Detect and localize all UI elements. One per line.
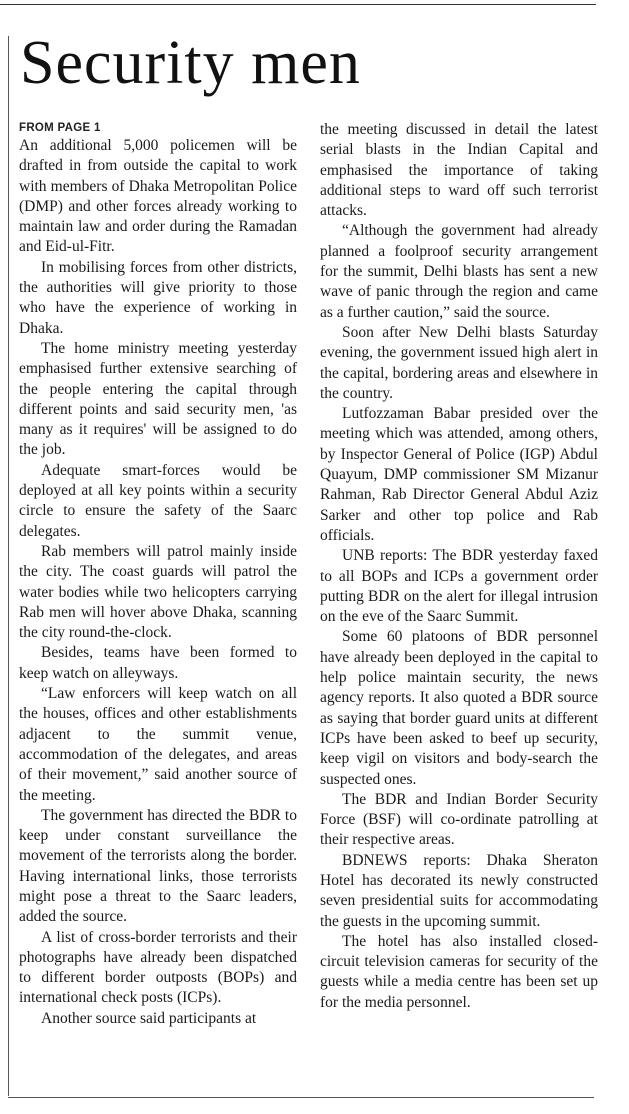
left-column <box>19 120 297 1029</box>
bottom-rule <box>8 1097 594 1098</box>
paragraph: The government has directed the BDR to keep under constant surveillance the movement of the terrorists along the border. Having international links, those terrorists might pose a threat to the Saarc leaders, added the source. <box>19 806 297 926</box>
paragraph: Soon after New Delhi blasts Saturday evening, the government issued high alert in the capital, bordering areas and elsewhere in the country. <box>320 323 598 402</box>
paragraph: The hotel has also installed closed-circuit television cameras for security of the guests while a media centre has been set up for the media personnel. <box>320 932 598 1011</box>
paragraph: Besides, teams have been formed to keep watch on alleyways. <box>19 644 297 682</box>
left-column-rule <box>8 36 9 1096</box>
paragraph: A list of cross-border terrorists and their photographs have already been dispatched to different border outposts (BOPs) and international check posts (ICPs). <box>19 928 297 1007</box>
paragraph: An additional 5,000 policemen will be drafted in from outside the capital to work with members of Dhaka Metropolitan Police (DMP) and other forces already working to maintain law and order during the Ramadan and Eid-ul-Fitr. <box>19 137 297 256</box>
paragraph: Lutfozzaman Babar presided over the meeting which was attended, among others, by Inspector General of Police (IGP) Abdul Quayum, DMP commissioner SM Mizanur Rahman, Rab Director General Abdul Aziz Sarker and other top police and Rab officials. <box>320 405 598 544</box>
paragraph: Adequate smart-forces would be deployed at all key points within a security circle to ensure the safety of the Saarc delegates. <box>19 461 297 540</box>
paragraph: “Law enforcers will keep watch on all the houses, offices and other establishments adjacent to the summit venue, accommodation of the delegates, and areas of their movement,” said another source of the meeting. <box>19 685 297 804</box>
paragraph: “Although the government had already planned a foolproof security arrangement for the summit, Delhi blasts has sent a new wave of panic through the region and came as a further caution,” said the source. <box>320 222 598 321</box>
paragraph: BDNEWS reports: Dhaka Sheraton Hotel has decorated its newly constructed seven presidential suits for accommodating the guests in the upcoming summit. <box>320 851 598 930</box>
paragraph: UNB reports: The BDR yesterday faxed to all BOPs and ICPs a government order putting BDR on the alert for illegal intrusion on the eve of the Saarc Summit. <box>320 547 598 626</box>
paragraph: Another source said participants at <box>41 1009 257 1027</box>
paragraph: In mobilising forces from other districts, the authorities will give priority to those who have the experience of working in Dhaka. <box>19 258 297 337</box>
kicker: FROM PAGE 1 <box>19 122 101 134</box>
paragraph: The home ministry meeting yesterday emphasised further extensive searching of the people entering the capital through different points and said security men, 'as many as it requires' will be assigned to do the job. <box>19 339 297 459</box>
paragraph-continuation: the meeting discussed in detail the latest serial blasts in the Indian Capital and emphasised the importance of taking additional steps to ward off such terrorist attacks. <box>320 121 598 220</box>
paragraph: Rab members will patrol mainly inside the city. The coast guards will patrol the water bodies while two helicopters carrying Rab men will hover above Dhaka, scanning the city round-the-clock. <box>19 542 297 642</box>
paragraph: The BDR and Indian Border Security Force (BSF) will co-ordinate patrolling at their respective areas. <box>320 790 598 849</box>
paragraph: Some 60 platoons of BDR personnel have already been deployed in the capital to help police maintain security, the news agency reports. It also quoted a BDR source as saying that border guard units at different ICPs have been asked to beef up security, keep vigil on visitors and body-search the suspected ones. <box>320 628 598 788</box>
top-rule <box>0 4 596 5</box>
headline: Security men <box>20 29 361 97</box>
right-column <box>320 120 598 1013</box>
